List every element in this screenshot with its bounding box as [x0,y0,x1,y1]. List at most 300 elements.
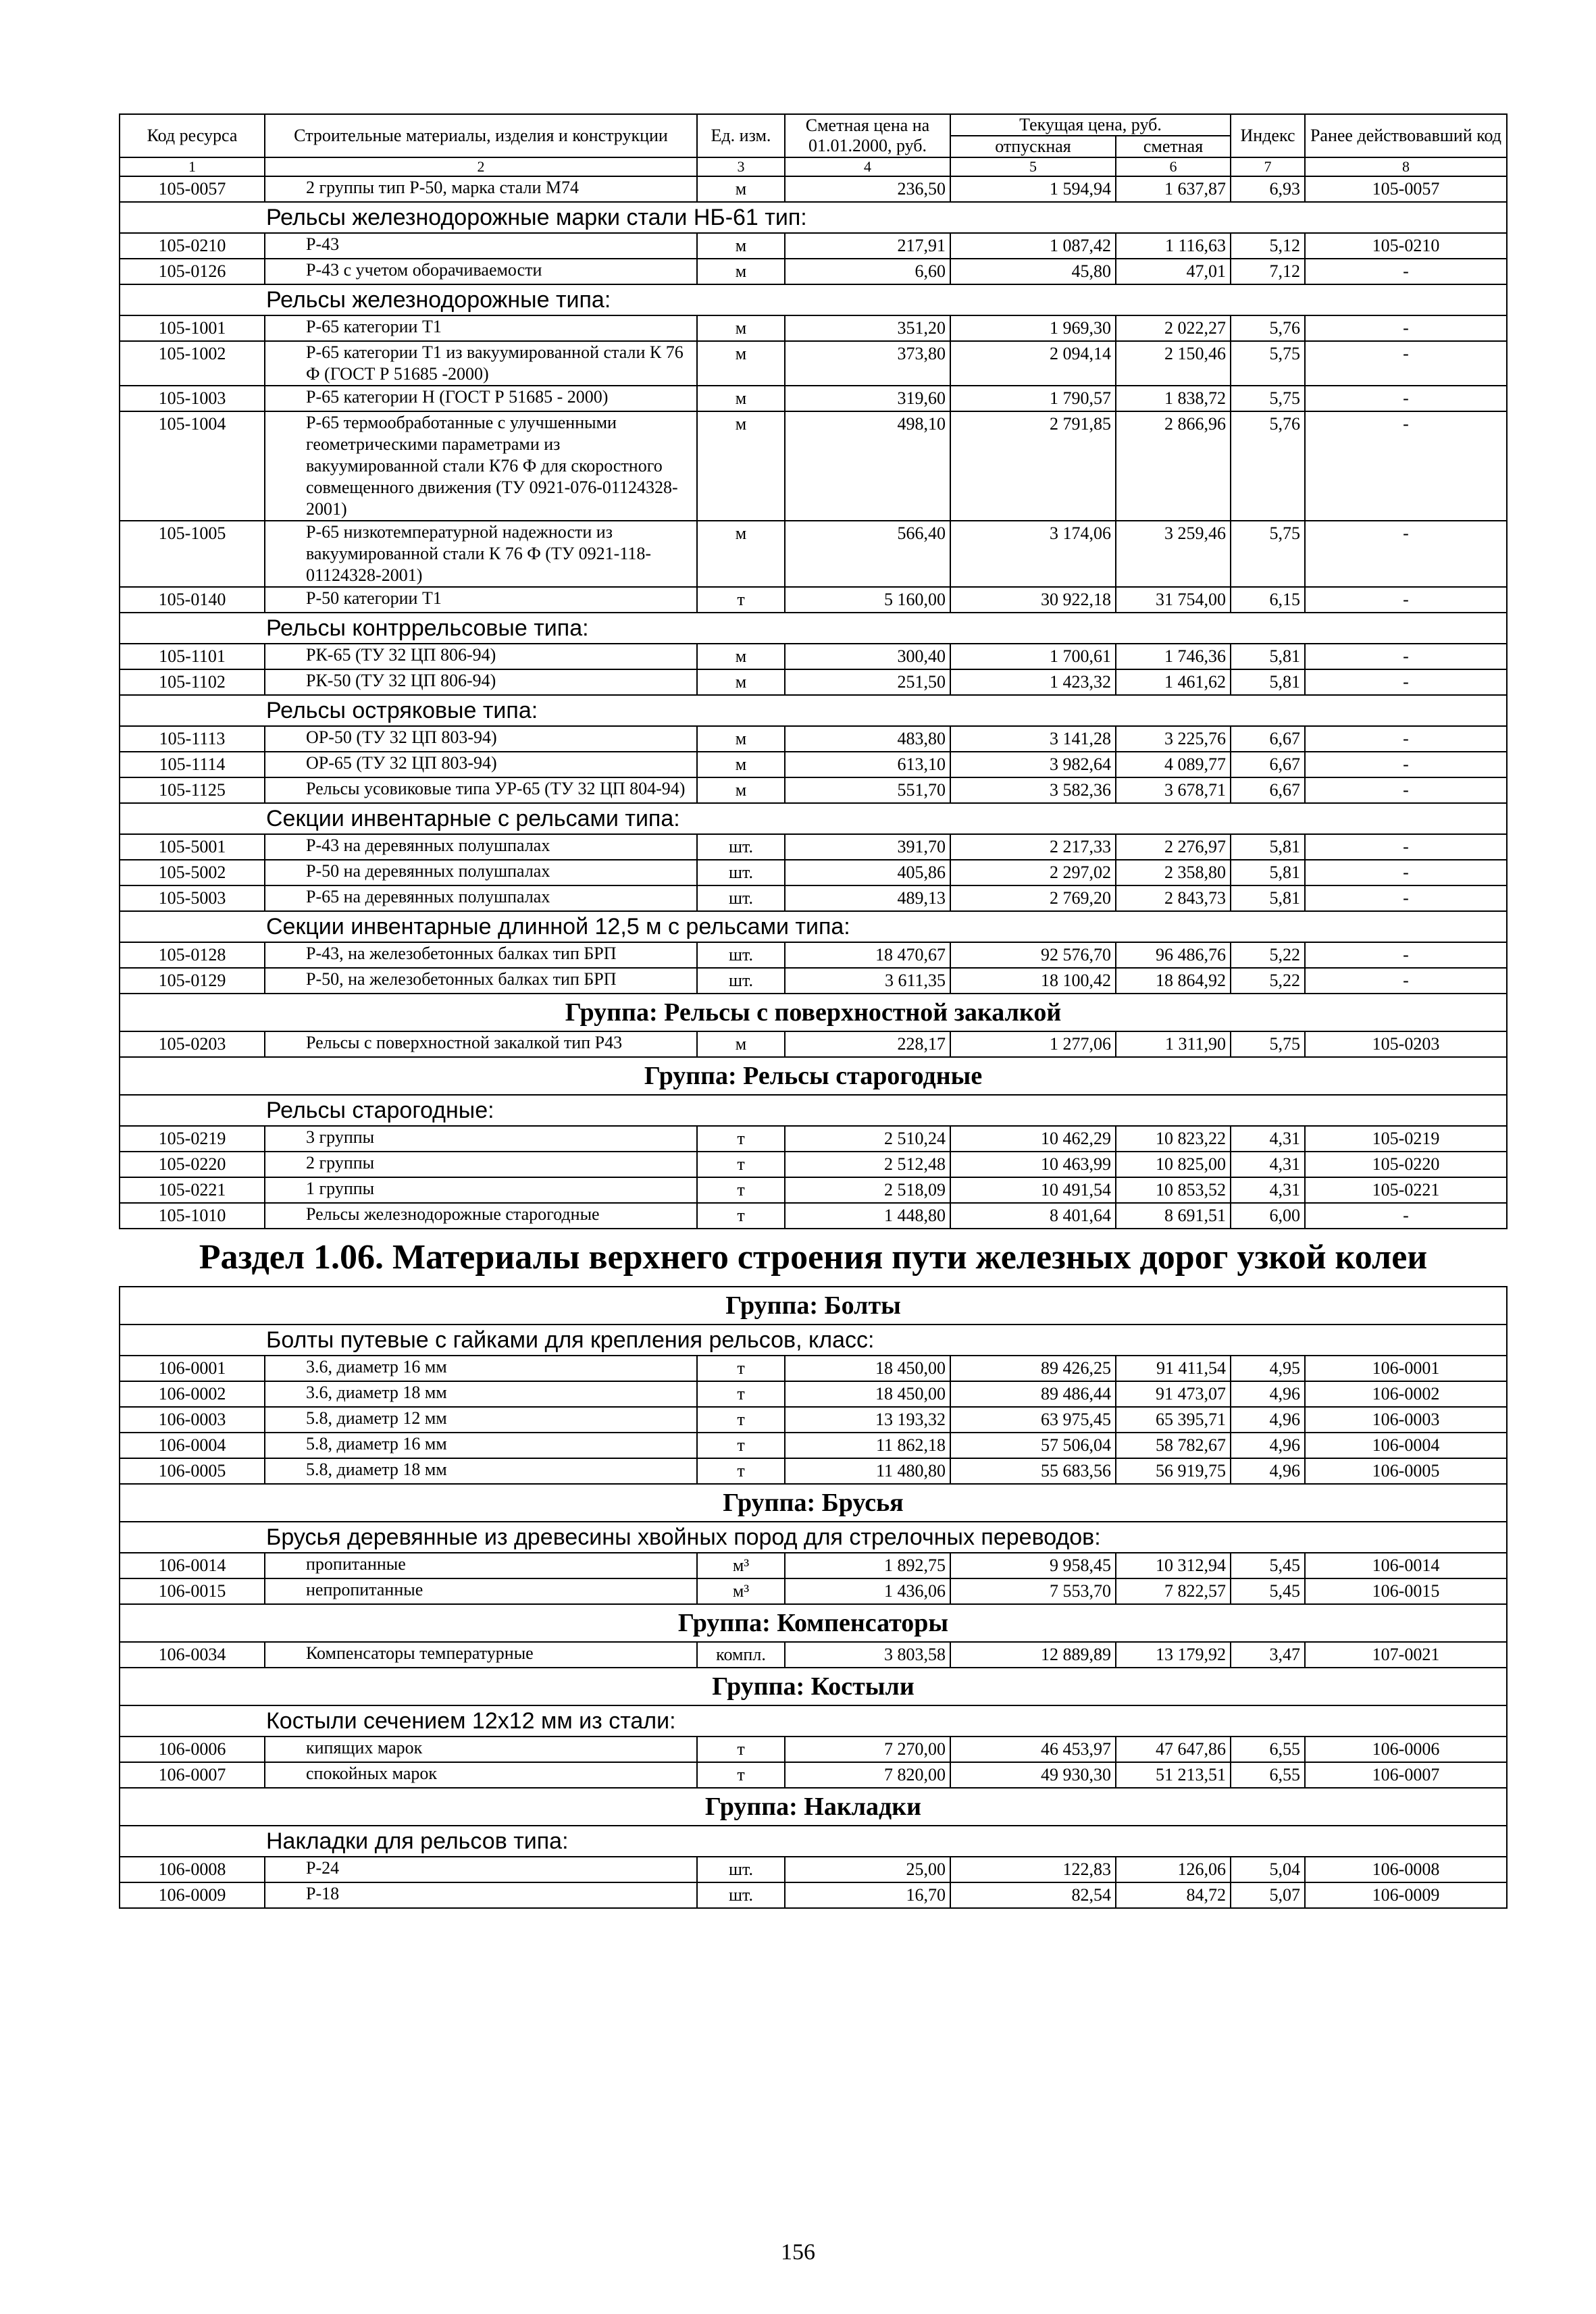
item-code: 105-5001 [120,834,265,860]
item-old-code: - [1305,885,1507,911]
item-name: 1 группы [265,1177,697,1203]
item-old-code: 106-0003 [1305,1407,1507,1433]
item-release-price: 9 958,45 [950,1553,1116,1578]
group-heading: Группа: Накладки [120,1788,1507,1826]
item-name: Р-43, на железобетонных балках тип БРП [265,942,697,968]
item-index: 4,96 [1231,1381,1305,1407]
item-name: Р-65 термообработанные с улучшенными геометрическими параметрами из вакуумированной стали К76 Ф для скоростного совмещенного движения (ТУ 0921-076-01124328-2001) [265,411,697,521]
item-unit: м [697,777,785,803]
table-row [120,1177,1507,1203]
table-row [120,942,1507,968]
item-index: 6,15 [1231,587,1305,613]
item-base-price: 5 160,00 [785,587,950,613]
item-index: 5,75 [1231,1031,1305,1057]
item-old-code: 106-0009 [1305,1882,1507,1908]
item-base-price: 566,40 [785,521,950,587]
item-release-price: 1 700,61 [950,644,1116,669]
item-base-price: 16,70 [785,1882,950,1908]
item-estimate-price: 65 395,71 [1116,1407,1231,1433]
item-index: 5,81 [1231,834,1305,860]
subheading: Рельсы железнодорожные типа: [120,284,1507,315]
table-row [120,752,1507,777]
item-old-code: 106-0006 [1305,1737,1507,1762]
header-release-price: отпускная [950,136,1116,157]
item-unit: шт. [697,885,785,911]
table-row [120,233,1507,259]
item-index: 4,95 [1231,1356,1305,1381]
item-release-price: 57 506,04 [950,1433,1116,1458]
item-base-price: 7 270,00 [785,1737,950,1762]
item-code: 105-5002 [120,860,265,885]
item-unit: м [697,669,785,695]
table-row [120,644,1507,669]
item-estimate-price: 47 647,86 [1116,1737,1231,1762]
item-old-code: - [1305,968,1507,994]
table-row [120,315,1507,341]
item-code: 106-0034 [120,1642,265,1668]
item-estimate-price: 2 022,27 [1116,315,1231,341]
item-estimate-price: 126,06 [1116,1857,1231,1882]
item-unit: м [697,752,785,777]
item-base-price: 251,50 [785,669,950,695]
item-index: 4,31 [1231,1126,1305,1152]
item-index: 4,31 [1231,1177,1305,1203]
subheading: Рельсы старогодные: [120,1095,1507,1126]
item-old-code: - [1305,341,1507,386]
item-release-price: 30 922,18 [950,587,1116,613]
item-code: 106-0007 [120,1762,265,1788]
table-row [120,885,1507,911]
table-row [120,1882,1507,1908]
group-heading-row [120,994,1507,1031]
item-code: 106-0014 [120,1553,265,1578]
item-estimate-price: 7 822,57 [1116,1578,1231,1604]
item-old-code: 106-0014 [1305,1553,1507,1578]
item-code: 105-1004 [120,411,265,521]
item-base-price: 2 518,09 [785,1177,950,1203]
item-index: 5,12 [1231,233,1305,259]
item-old-code: - [1305,860,1507,885]
subheading-row [120,695,1507,726]
item-estimate-price: 96 486,76 [1116,942,1231,968]
item-old-code: 106-0005 [1305,1458,1507,1484]
subheading: Рельсы контррельсовые типа: [120,613,1507,644]
item-old-code: - [1305,942,1507,968]
item-estimate-price: 1 311,90 [1116,1031,1231,1057]
item-unit: т [697,587,785,613]
column-number: 8 [1305,157,1507,176]
table-row [120,587,1507,613]
item-index: 5,04 [1231,1857,1305,1882]
item-old-code: - [1305,834,1507,860]
group-heading-row [120,1668,1507,1705]
item-base-price: 3 611,35 [785,968,950,994]
item-code: 105-1003 [120,386,265,411]
item-index: 5,75 [1231,386,1305,411]
item-name: Рельсы железнодорожные старогодные [265,1203,697,1229]
item-unit: м [697,259,785,284]
item-code: 105-1102 [120,669,265,695]
group-heading: Группа: Брусья [120,1484,1507,1522]
item-release-price: 63 975,45 [950,1407,1116,1433]
item-estimate-price: 47,01 [1116,259,1231,284]
item-estimate-price: 2 276,97 [1116,834,1231,860]
item-index: 4,96 [1231,1407,1305,1433]
item-index: 6,00 [1231,1203,1305,1229]
item-estimate-price: 3 678,71 [1116,777,1231,803]
subheading-row [120,1705,1507,1737]
item-index: 5,45 [1231,1578,1305,1604]
item-release-price: 12 889,89 [950,1642,1116,1668]
item-name: ОР-50 (ТУ 32 ЦП 803-94) [265,726,697,752]
item-name: 2 группы [265,1152,697,1177]
subheading-row [120,1522,1507,1553]
group-heading: Группа: Рельсы старогодные [120,1057,1507,1095]
item-unit: шт. [697,860,785,885]
item-estimate-price: 1 838,72 [1116,386,1231,411]
table-row [120,1433,1507,1458]
item-unit: т [697,1381,785,1407]
item-name: 3 группы [265,1126,697,1152]
subheading-row [120,1325,1507,1356]
item-old-code: 105-0203 [1305,1031,1507,1057]
header-code: Код ресурса [120,114,265,157]
item-estimate-price: 56 919,75 [1116,1458,1231,1484]
item-index: 5,81 [1231,885,1305,911]
item-unit: м [697,521,785,587]
item-index: 5,76 [1231,315,1305,341]
item-base-price: 18 450,00 [785,1381,950,1407]
item-code: 105-1002 [120,341,265,386]
item-release-price: 1 594,94 [950,176,1116,202]
item-release-price: 1 087,42 [950,233,1116,259]
item-name: РК-65 (ТУ 32 ЦП 806-94) [265,644,697,669]
item-release-price: 55 683,56 [950,1458,1116,1484]
item-index: 5,45 [1231,1553,1305,1578]
item-unit: шт. [697,1882,785,1908]
item-release-price: 3 174,06 [950,521,1116,587]
item-name: 5.8, диаметр 12 мм [265,1407,697,1433]
item-name: Р-65 категории Т1 [265,315,697,341]
group-heading-row [120,1788,1507,1826]
table-row [120,386,1507,411]
group-heading: Группа: Компенсаторы [120,1604,1507,1642]
table-row [120,1737,1507,1762]
item-base-price: 18 470,67 [785,942,950,968]
item-old-code: 105-0057 [1305,176,1507,202]
item-estimate-price: 1 116,63 [1116,233,1231,259]
item-unit: компл. [697,1642,785,1668]
table-row [120,411,1507,521]
table-row [120,1152,1507,1177]
item-name: 2 группы тип Р-50, марка стали М74 [265,176,697,202]
item-index: 6,67 [1231,726,1305,752]
item-base-price: 1 436,06 [785,1578,950,1604]
item-release-price: 3 582,36 [950,777,1116,803]
item-name: Рельсы с поверхностной закалкой тип Р43 [265,1031,697,1057]
item-code: 106-0004 [120,1433,265,1458]
item-unit: м [697,233,785,259]
item-release-price: 3 141,28 [950,726,1116,752]
item-estimate-price: 3 259,46 [1116,521,1231,587]
item-old-code: - [1305,587,1507,613]
item-estimate-price: 4 089,77 [1116,752,1231,777]
subheading-row [120,613,1507,644]
item-base-price: 217,91 [785,233,950,259]
item-code: 105-0221 [120,1177,265,1203]
column-number: 5 [950,157,1116,176]
item-index: 6,55 [1231,1737,1305,1762]
item-base-price: 319,60 [785,386,950,411]
item-name: спокойных марок [265,1762,697,1788]
item-unit: т [697,1407,785,1433]
item-estimate-price: 1 746,36 [1116,644,1231,669]
item-old-code: - [1305,521,1507,587]
item-base-price: 351,20 [785,315,950,341]
item-release-price: 10 463,99 [950,1152,1116,1177]
item-name: пропитанные [265,1553,697,1578]
item-unit: шт. [697,834,785,860]
item-estimate-price: 10 823,22 [1116,1126,1231,1152]
item-name: Р-24 [265,1857,697,1882]
item-estimate-price: 10 312,94 [1116,1553,1231,1578]
table-row [120,1458,1507,1484]
item-release-price: 8 401,64 [950,1203,1116,1229]
item-old-code: 105-0219 [1305,1126,1507,1152]
item-old-code: - [1305,726,1507,752]
item-code: 105-1005 [120,521,265,587]
subheading-row [120,284,1507,315]
item-unit: т [697,1152,785,1177]
item-estimate-price: 8 691,51 [1116,1203,1231,1229]
item-code: 105-5003 [120,885,265,911]
item-name: Р-50 категории Т1 [265,587,697,613]
item-name: Компенсаторы температурные [265,1642,697,1668]
item-unit: м³ [697,1578,785,1604]
item-index: 3,47 [1231,1642,1305,1668]
subheading: Рельсы железнодорожные марки стали НБ-61 тип: [120,202,1507,233]
item-name: РК-50 (ТУ 32 ЦП 806-94) [265,669,697,695]
item-unit: м [697,644,785,669]
item-old-code: 105-0210 [1305,233,1507,259]
item-old-code: 106-0001 [1305,1356,1507,1381]
subheading: Брусья деревянные из древесины хвойных пород для стрелочных переводов: [120,1522,1507,1553]
item-unit: м [697,341,785,386]
item-code: 106-0015 [120,1578,265,1604]
item-base-price: 489,13 [785,885,950,911]
item-code: 106-0002 [120,1381,265,1407]
header-name: Строительные материалы, изделия и конструкции [265,114,697,157]
item-code: 105-1010 [120,1203,265,1229]
item-base-price: 11 480,80 [785,1458,950,1484]
item-old-code: 106-0007 [1305,1762,1507,1788]
item-release-price: 18 100,42 [950,968,1116,994]
item-index: 5,81 [1231,860,1305,885]
header-index: Индекс [1231,114,1305,157]
item-code: 106-0006 [120,1737,265,1762]
item-index: 5,81 [1231,669,1305,695]
item-release-price: 1 277,06 [950,1031,1116,1057]
item-release-price: 2 094,14 [950,341,1116,386]
item-old-code: - [1305,752,1507,777]
item-old-code: - [1305,669,1507,695]
header-unit: Ед. изм. [697,114,785,157]
table-row [120,777,1507,803]
item-name: кипящих марок [265,1737,697,1762]
item-name: ОР-65 (ТУ 32 ЦП 803-94) [265,752,697,777]
item-release-price: 3 982,64 [950,752,1116,777]
column-number: 1 [120,157,265,176]
item-base-price: 2 510,24 [785,1126,950,1152]
header-estimate-price: сметная [1116,136,1231,157]
item-name: Р-18 [265,1882,697,1908]
item-estimate-price: 31 754,00 [1116,587,1231,613]
item-code: 105-0220 [120,1152,265,1177]
item-code: 106-0005 [120,1458,265,1484]
item-release-price: 2 791,85 [950,411,1116,521]
column-number: 2 [265,157,697,176]
item-index: 5,07 [1231,1882,1305,1908]
subheading: Секции инвентарные с рельсами типа: [120,803,1507,834]
table-row [120,1356,1507,1381]
table-row [120,521,1507,587]
item-code: 105-1101 [120,644,265,669]
item-name: Р-65 низкотемпературной надежности из вакуумированной стали К 76 Ф (ТУ 0921-118-01124328-2001) [265,521,697,587]
subheading-row [120,202,1507,233]
item-code: 105-1001 [120,315,265,341]
item-old-code: 106-0008 [1305,1857,1507,1882]
table-header [120,114,1507,176]
item-base-price: 6,60 [785,259,950,284]
item-index: 5,81 [1231,644,1305,669]
table-row [120,1642,1507,1668]
table-row [120,669,1507,695]
table-row [120,726,1507,752]
item-old-code: 105-0220 [1305,1152,1507,1177]
price-table-sheet [119,113,1506,1909]
item-estimate-price: 91 411,54 [1116,1356,1231,1381]
item-name: 3.6, диаметр 18 мм [265,1381,697,1407]
item-old-code: - [1305,386,1507,411]
item-old-code: - [1305,644,1507,669]
item-code: 106-0008 [120,1857,265,1882]
header-base-price: Сметная цена на 01.01.2000, руб. [785,114,950,157]
table-row [120,1031,1507,1057]
section-heading: Раздел 1.06. Материалы верхнего строения пути железных дорог узкой колеи [199,1238,1428,1277]
item-estimate-price: 10 825,00 [1116,1152,1231,1177]
item-release-price: 10 462,29 [950,1126,1116,1152]
subheading: Костыли сечением 12х12 мм из стали: [120,1705,1507,1737]
item-index: 5,22 [1231,968,1305,994]
item-old-code: 107-0021 [1305,1642,1507,1668]
table-row [120,968,1507,994]
item-code: 105-0057 [120,176,265,202]
item-estimate-price: 2 843,73 [1116,885,1231,911]
item-release-price: 122,83 [950,1857,1116,1882]
item-unit: шт. [697,942,785,968]
item-unit: м [697,315,785,341]
item-release-price: 2 217,33 [950,834,1116,860]
table-row [120,834,1507,860]
item-release-price: 46 453,97 [950,1737,1116,1762]
item-unit: т [697,1203,785,1229]
item-unit: м [697,176,785,202]
item-name: Р-43 с учетом оборачиваемости [265,259,697,284]
item-unit: м [697,411,785,521]
item-old-code: 105-0221 [1305,1177,1507,1203]
item-base-price: 498,10 [785,411,950,521]
item-estimate-price: 13 179,92 [1116,1642,1231,1668]
item-code: 105-0203 [120,1031,265,1057]
subheading: Болты путевые с гайками для крепления рельсов, класс: [120,1325,1507,1356]
item-name: Р-65 на деревянных полушпалах [265,885,697,911]
item-name: 5.8, диаметр 18 мм [265,1458,697,1484]
item-release-price: 82,54 [950,1882,1116,1908]
item-base-price: 613,10 [785,752,950,777]
subheading-row [120,911,1507,942]
item-base-price: 300,40 [785,644,950,669]
header-old-code: Ранее действовавший код [1305,114,1507,157]
subheading-row [120,1826,1507,1857]
item-base-price: 1 892,75 [785,1553,950,1578]
table-row [120,1857,1507,1882]
table-row [120,1381,1507,1407]
item-code: 105-1125 [120,777,265,803]
item-unit: шт. [697,1857,785,1882]
group-heading-row [120,1057,1507,1095]
item-base-price: 1 448,80 [785,1203,950,1229]
item-release-price: 1 969,30 [950,315,1116,341]
item-name: 3.6, диаметр 16 мм [265,1356,697,1381]
item-release-price: 92 576,70 [950,942,1116,968]
subheading: Накладки для рельсов типа: [120,1826,1507,1857]
item-name: Р-50, на железобетонных балках тип БРП [265,968,697,994]
item-base-price: 483,80 [785,726,950,752]
item-index: 5,22 [1231,942,1305,968]
item-old-code: 106-0002 [1305,1381,1507,1407]
column-number: 6 [1116,157,1231,176]
item-estimate-price: 2 866,96 [1116,411,1231,521]
item-code: 105-0140 [120,587,265,613]
item-code: 105-1114 [120,752,265,777]
item-unit: шт. [697,968,785,994]
item-name: Р-50 на деревянных полушпалах [265,860,697,885]
item-code: 105-1113 [120,726,265,752]
group-heading-row [120,1604,1507,1642]
table-row [120,860,1507,885]
table-row [120,1553,1507,1578]
item-code: 105-0128 [120,942,265,968]
table-row [120,341,1507,386]
item-name: Р-43 на деревянных полушпалах [265,834,697,860]
item-base-price: 391,70 [785,834,950,860]
item-index: 6,67 [1231,752,1305,777]
item-estimate-price: 84,72 [1116,1882,1231,1908]
item-unit: м [697,1031,785,1057]
item-name: Р-43 [265,233,697,259]
item-base-price: 405,86 [785,860,950,885]
item-release-price: 10 491,54 [950,1177,1116,1203]
item-old-code: 106-0004 [1305,1433,1507,1458]
item-release-price: 89 486,44 [950,1381,1116,1407]
item-base-price: 2 512,48 [785,1152,950,1177]
item-index: 4,96 [1231,1433,1305,1458]
item-unit: т [697,1177,785,1203]
item-estimate-price: 18 864,92 [1116,968,1231,994]
item-base-price: 25,00 [785,1857,950,1882]
item-base-price: 551,70 [785,777,950,803]
item-unit: м [697,726,785,752]
